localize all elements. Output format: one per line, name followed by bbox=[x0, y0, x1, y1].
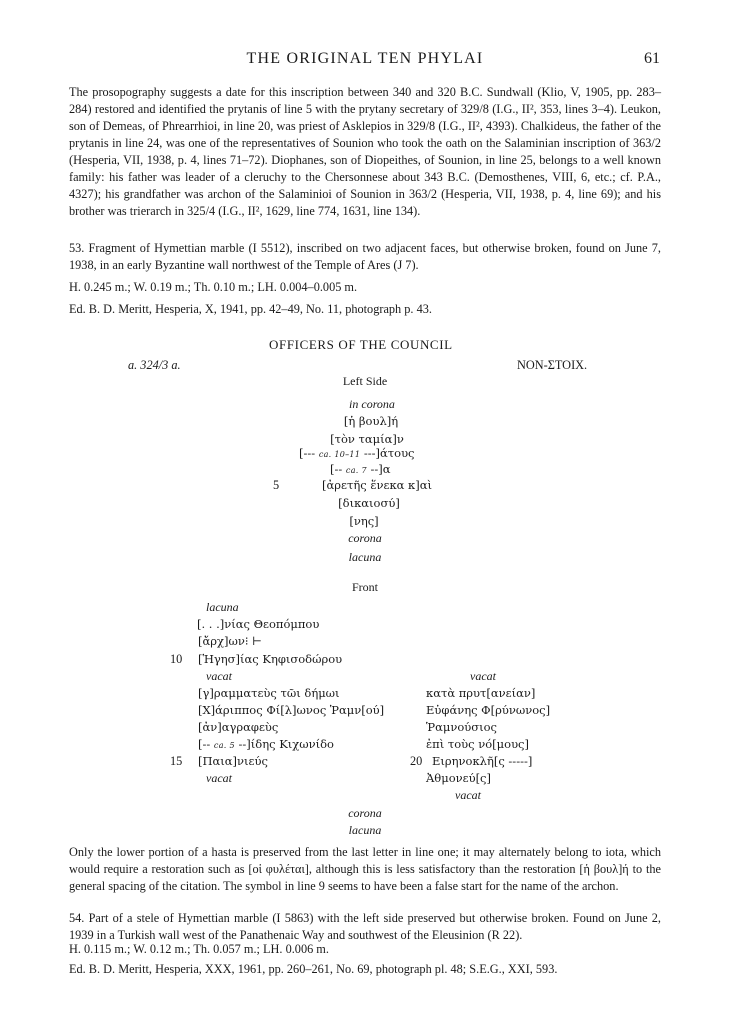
inscription-title: OFFICERS OF THE COUNCIL bbox=[269, 337, 453, 352]
page-number: 61 bbox=[644, 50, 660, 67]
entry-53-description: 53. Fragment of Hymettian marble (I 5512), inscribed on two adjacent faces, but otherwise broken, found on June 7, 1938, in an early Byzantine wall northwest of the Temple of Ares (J 7). bbox=[69, 241, 661, 272]
running-title: THE ORIGINAL TEN PHYLAI bbox=[246, 50, 484, 67]
front-line-10: [Ἡγησ]ίας Κηφισοδώρου bbox=[198, 652, 343, 666]
line-number-20: 20 bbox=[410, 754, 423, 768]
front-line-14: [-- ca. 5 --]ίδης Κιχωνίδο bbox=[198, 737, 334, 751]
line-number-10: 10 bbox=[170, 652, 183, 666]
left-corona: corona bbox=[348, 531, 382, 545]
front-line-15: [Παια]νιεύς bbox=[198, 754, 268, 768]
left-side-heading: Left Side bbox=[342, 374, 388, 388]
left-line-2: [τὸν ταμία]ν bbox=[330, 432, 404, 446]
front-line-19: ἐπὶ τοὺς νό[μους] bbox=[426, 737, 529, 751]
front-lacuna: lacuna bbox=[206, 600, 239, 614]
left-line-6: [δικαιοσύ] bbox=[338, 496, 400, 510]
inscription-style: NON-ΣΤΟΙΧ. bbox=[517, 358, 588, 372]
front-line-11: [γ]ραμματεὺς τῶι δήμωι bbox=[198, 686, 340, 700]
inscription-date: a. 324/3 a. bbox=[128, 358, 181, 372]
left-line-1: [ἡ βουλ]ή bbox=[343, 414, 399, 428]
front-right-vacat-1: vacat bbox=[470, 669, 496, 683]
entry-54-description: 54. Part of a stele of Hymettian marble (I 5863) with the left side preserved but otherwise broken. Found on June 2, 1939 in a Turkish wall west of the Panathenaic Way and southwest of the Eleusinion (R 22). bbox=[69, 911, 661, 942]
left-line-4: [-- ca. 7 --]α bbox=[330, 462, 391, 476]
left-lacuna: lacuna bbox=[348, 550, 382, 564]
running-header bbox=[70, 50, 660, 72]
front-heading: Front bbox=[351, 580, 378, 594]
front-line-13: [ἀν]αγραφεὺς bbox=[198, 720, 279, 734]
front-line-8: [. . .]νίας Θεοπόμπου bbox=[197, 617, 320, 631]
front-line-12: [Χ]άριππος Φί[λ]ωνος Ῥαμν[ού] bbox=[198, 703, 385, 717]
line-number-5: 5 bbox=[273, 478, 280, 492]
intro-paragraph: The prosopography suggests a date for this inscription between 340 and 320 B.C. Sundwall (Klio, V, 1905, pp. 283–284) restored and identified the prytanis of line 5 with the prytany secretary of 329/8 (I.G., II², 353, lines 3–4). Leukon, son of Demeas, of Phrearrhioi, in line 20, was priest of Asklepios in 329/8 (I.G., II², 4393). Chalkideus, the father of the prytanis in line 24, was one of the representatives of Sounion who took the oath on the Salaminian inscription of 363/2 (Hesperia, VII, 1938, p. 4, lines 71–72). Diophanes, son of Diopeithes, of Sounion, in line 25, belongs to a well known family: his father was leader of a cleruchy to the Chersonnese about 343 B.C. (Demosthenes, VIII, 6, etc.; cf. P.A., 4327); his grandfather was archon of the Salaminioi of Sounion in 363/2 (Hesperia, VII, 1938, p. 4, line 69); and his brother was trierarch in 325/4 (I.G., II², 1629, line 774, 1631, line 134). bbox=[69, 85, 661, 218]
front-line-16: κατὰ πρυτ[ανείαν] bbox=[426, 686, 536, 700]
line-number-15: 15 bbox=[170, 754, 183, 768]
front-line-18: Ῥαμνούσιος bbox=[426, 720, 497, 734]
front-line-17: Εὐφάνης Φ[ρύνωνος] bbox=[426, 703, 551, 717]
entry-53-dimensions: H. 0.245 m.; W. 0.19 m.; Th. 0.10 m.; LH. 0.004–0.005 m. bbox=[69, 280, 358, 294]
front-vacat-2: vacat bbox=[206, 771, 232, 785]
left-line-3: [--- ca. 10–11 ---]άτους bbox=[299, 446, 415, 460]
left-line-7: [νης] bbox=[349, 514, 379, 528]
bottom-corona: corona bbox=[348, 806, 382, 820]
front-vacat-1: vacat bbox=[206, 669, 232, 683]
entry-53-edition: Ed. B. D. Meritt, Hesperia, X, 1941, pp. 42–49, No. 11, photograph p. 43. bbox=[69, 302, 432, 316]
front-right-vacat-2: vacat bbox=[455, 788, 481, 802]
commentary-paragraph: Only the lower portion of a hasta is preserved from the last letter in line one; it may alternately belong to iota, which would require a restoration such as [οἱ φυλέται], although this is less satisfactory than the restoration [ἡ βουλ]ή to the general spacing of the citation. The symbol in line 9 seems to have been a false start for the name of the archon. bbox=[69, 845, 661, 893]
front-line-9: [ἄρχ]ων⁝ ⊢ bbox=[198, 634, 263, 648]
entry-54-edition: Ed. B. D. Meritt, Hesperia, XXX, 1961, pp. 260–261, No. 69, photograph pl. 48; S.E.G., XXI, 593. bbox=[69, 962, 558, 976]
bottom-lacuna: lacuna bbox=[348, 823, 382, 837]
left-line-5: [ἀρετῆς ἕνεκα κ]αὶ bbox=[322, 478, 432, 492]
front-line-21: Ἀθμονεύ[ς] bbox=[426, 771, 491, 785]
entry-54-dimensions: H. 0.115 m.; W. 0.12 m.; Th. 0.057 m.; LH. 0.006 m. bbox=[69, 942, 329, 956]
front-line-20: Ειρηνοκλῆ[ς -----] bbox=[432, 754, 533, 768]
left-in-corona: in corona bbox=[349, 397, 395, 411]
